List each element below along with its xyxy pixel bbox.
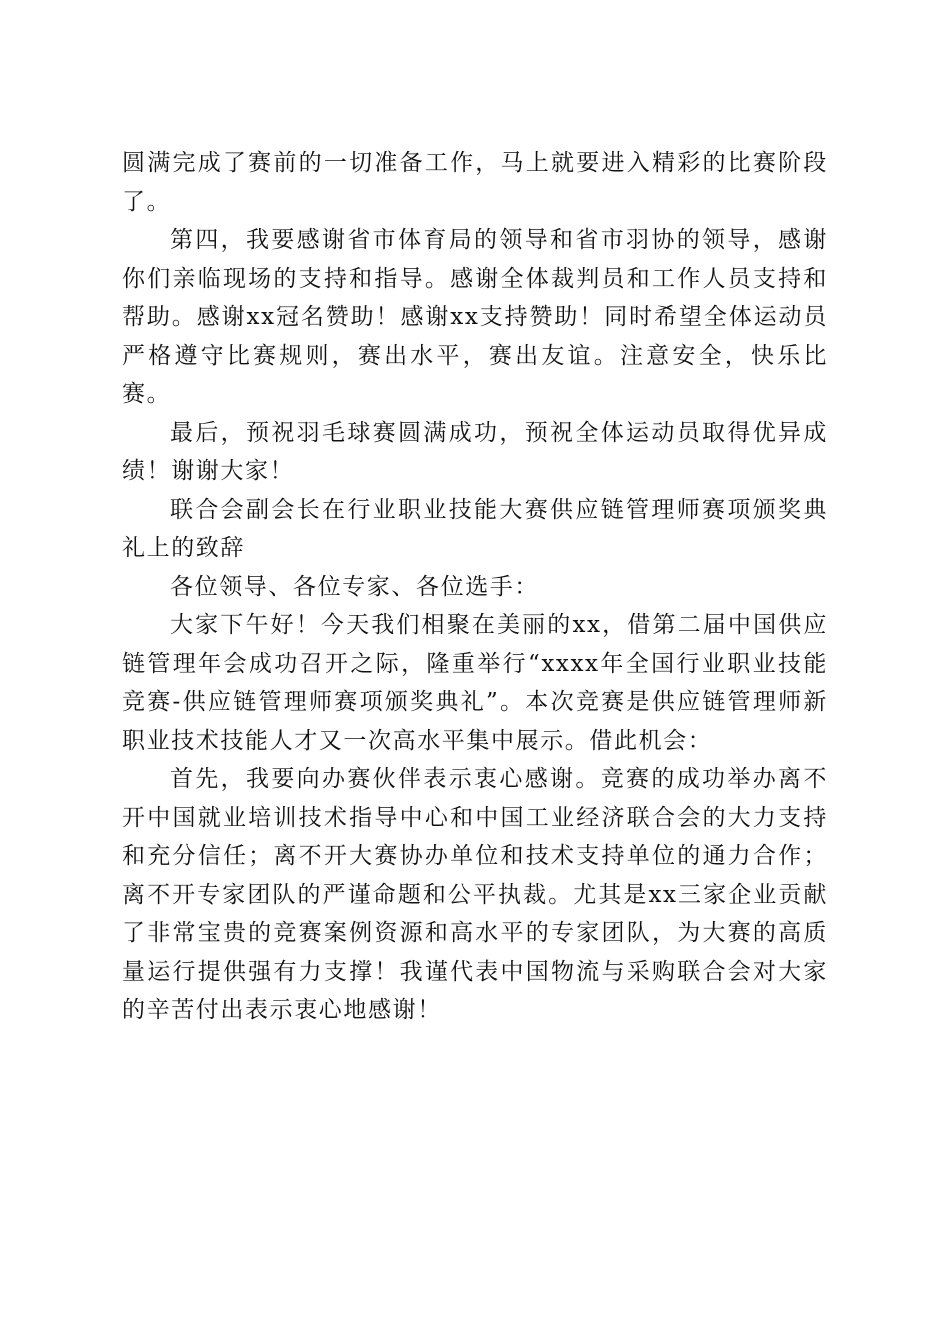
paragraph-fourth-thanks: 第四，我要感谢省市体育局的领导和省市羽协的领导，感谢你们亲临现场的支持和指导。感谢全体裁判员和工作人员支持和帮助。感谢xx冠名赞助！感谢xx支持赞助！同时希望全体运动员严格遵守比赛规则，赛出水平，赛出友谊。注意安全，快乐比赛。 bbox=[122, 227, 828, 407]
document-body bbox=[122, 144, 828, 1030]
paragraph-opening: 大家下午好！今天我们相聚在美丽的xx，借第二届中国供应链管理年会成功召开之际，隆重举行“xxxx年全国行业职业技能竞赛-供应链管理师赛项颁奖典礼”。本次竞赛是供应链管理师新职业技术技能人才又一次高水平集中展示。借此机会： bbox=[122, 612, 828, 754]
speech-title: 联合会副会长在行业职业技能大赛供应链管理师赛项颁奖典礼上的致辞 bbox=[122, 496, 828, 561]
paragraph-continuation: 圆满完成了赛前的一切准备工作，马上就要进入精彩的比赛阶段了。 bbox=[122, 150, 828, 215]
paragraph-closing-wishes: 最后，预祝羽毛球赛圆满成功，预祝全体运动员取得优异成绩！谢谢大家！ bbox=[122, 419, 828, 484]
speech-salutation: 各位领导、各位专家、各位选手： bbox=[170, 573, 539, 600]
paragraph-first-thanks: 首先，我要向办赛伙伴表示衷心感谢。竞赛的成功举办离不开中国就业培训技术指导中心和中国工业经济联合会的大力支持和充分信任；离不开大赛协办单位和技术支持单位的通力合作；离不开专家团队的严谨命题和公平执裁。尤其是xx三家企业贡献了非常宝贵的竞赛案例资源和高水平的专家团队，为大赛的高质量运行提供强有力支撑！我谨代表中国物流与采购联合会对大家的辛苦付出表示衷心地感谢！ bbox=[122, 766, 828, 1023]
